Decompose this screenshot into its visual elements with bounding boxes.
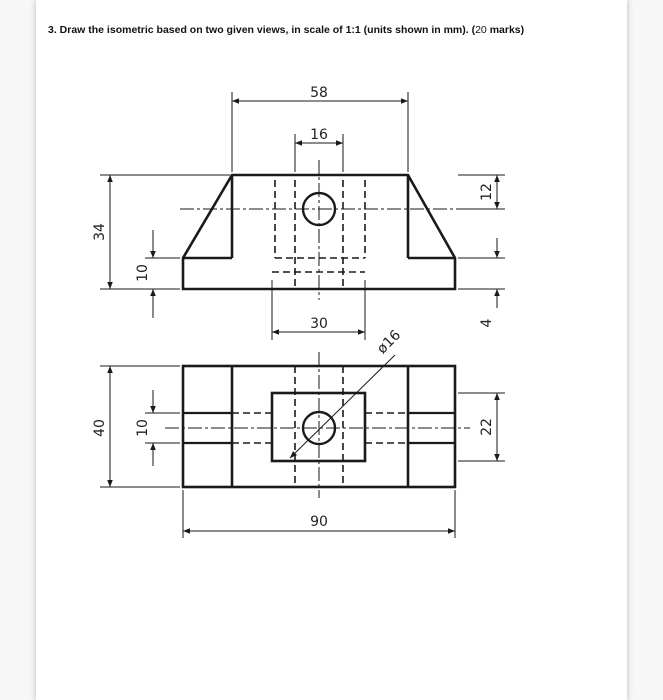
dimension-labels — [92, 85, 495, 530]
dim-text-16: 16 — [310, 127, 328, 143]
dim-text-90: 90 — [310, 514, 328, 530]
question-suffix: marks) — [486, 24, 525, 36]
top-center-lines — [165, 352, 470, 498]
top-view — [165, 352, 470, 498]
question-prefix: 3. Draw the isometric based on two given views, in scale of 1:1 (units shown in mm). ( — [48, 24, 476, 36]
dim-text-10-front: 10 — [135, 264, 151, 282]
dim-text-10-top: 10 — [135, 419, 151, 437]
front-view — [180, 160, 460, 300]
dim-text-58: 58 — [310, 85, 328, 101]
dim-text-12: 12 — [479, 183, 495, 201]
front-center-lines — [180, 160, 460, 300]
front-dimensions — [100, 92, 505, 340]
dim-text-34: 34 — [92, 223, 108, 241]
top-hidden-lines — [232, 366, 408, 487]
question-marks: 20 — [475, 24, 487, 36]
dim-text-4: 4 — [479, 318, 495, 328]
dim-text-diameter: ø16 — [374, 327, 405, 358]
dim-text-30: 30 — [310, 316, 328, 332]
dim-text-22: 22 — [479, 418, 495, 436]
dim-text-40: 40 — [92, 419, 108, 437]
